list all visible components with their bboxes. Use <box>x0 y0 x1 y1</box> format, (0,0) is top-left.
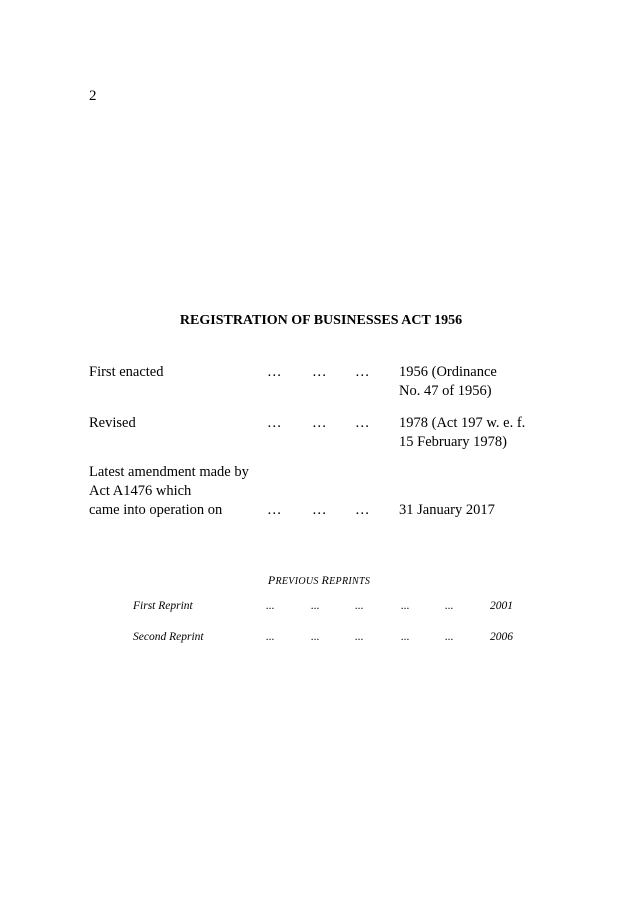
history-value-line: 1956 (Ordinance <box>399 364 497 380</box>
history-label <box>89 463 264 520</box>
leader-dots: … <box>267 415 282 431</box>
previous-reprints-heading: PREVIOUS REPRINTS <box>267 573 371 587</box>
leader-dots: … <box>312 364 327 380</box>
history-value <box>399 501 569 520</box>
reprint-label: First Reprint <box>133 600 193 612</box>
leader-dots: ... <box>355 600 364 612</box>
reprint-year: 2001 <box>490 600 513 612</box>
leader-dots: … <box>355 415 370 431</box>
leader-dots: … <box>312 502 327 518</box>
leader-dots: ... <box>311 631 320 643</box>
history-label-line: Act A1476 which <box>89 483 192 499</box>
leader-dots: … <box>267 364 282 380</box>
history-label-line: Latest amendment made by <box>89 464 249 480</box>
leader-dots: ... <box>445 600 454 612</box>
history-value <box>399 363 569 401</box>
history-value-line: 31 January 2017 <box>399 502 495 518</box>
reprint-label: Second Reprint <box>133 631 204 643</box>
leader-dots: ... <box>266 631 275 643</box>
leader-dots: … <box>355 364 370 380</box>
act-title: REGISTRATION OF BUSINESSES ACT 1956 <box>179 313 463 328</box>
leader-dots: ... <box>445 631 454 643</box>
history-value-line: 1978 (Act 197 w. e. f. <box>399 415 526 431</box>
leader-dots: ... <box>311 600 320 612</box>
leader-dots: … <box>267 502 282 518</box>
leader-dots: … <box>355 502 370 518</box>
history-value <box>399 414 569 452</box>
reprint-year: 2006 <box>490 631 513 643</box>
history-value-line: 15 February 1978) <box>399 434 507 450</box>
page-number: 2 <box>89 88 97 104</box>
leader-dots: ... <box>355 631 364 643</box>
leader-dots: ... <box>401 631 410 643</box>
history-value-line: No. 47 of 1956) <box>399 383 492 399</box>
leader-dots: … <box>312 415 327 431</box>
history-label: First enacted <box>89 364 164 380</box>
leader-dots: ... <box>401 600 410 612</box>
history-label-line: came into operation on <box>89 502 223 518</box>
leader-dots: ... <box>266 600 275 612</box>
history-label: Revised <box>89 415 136 431</box>
